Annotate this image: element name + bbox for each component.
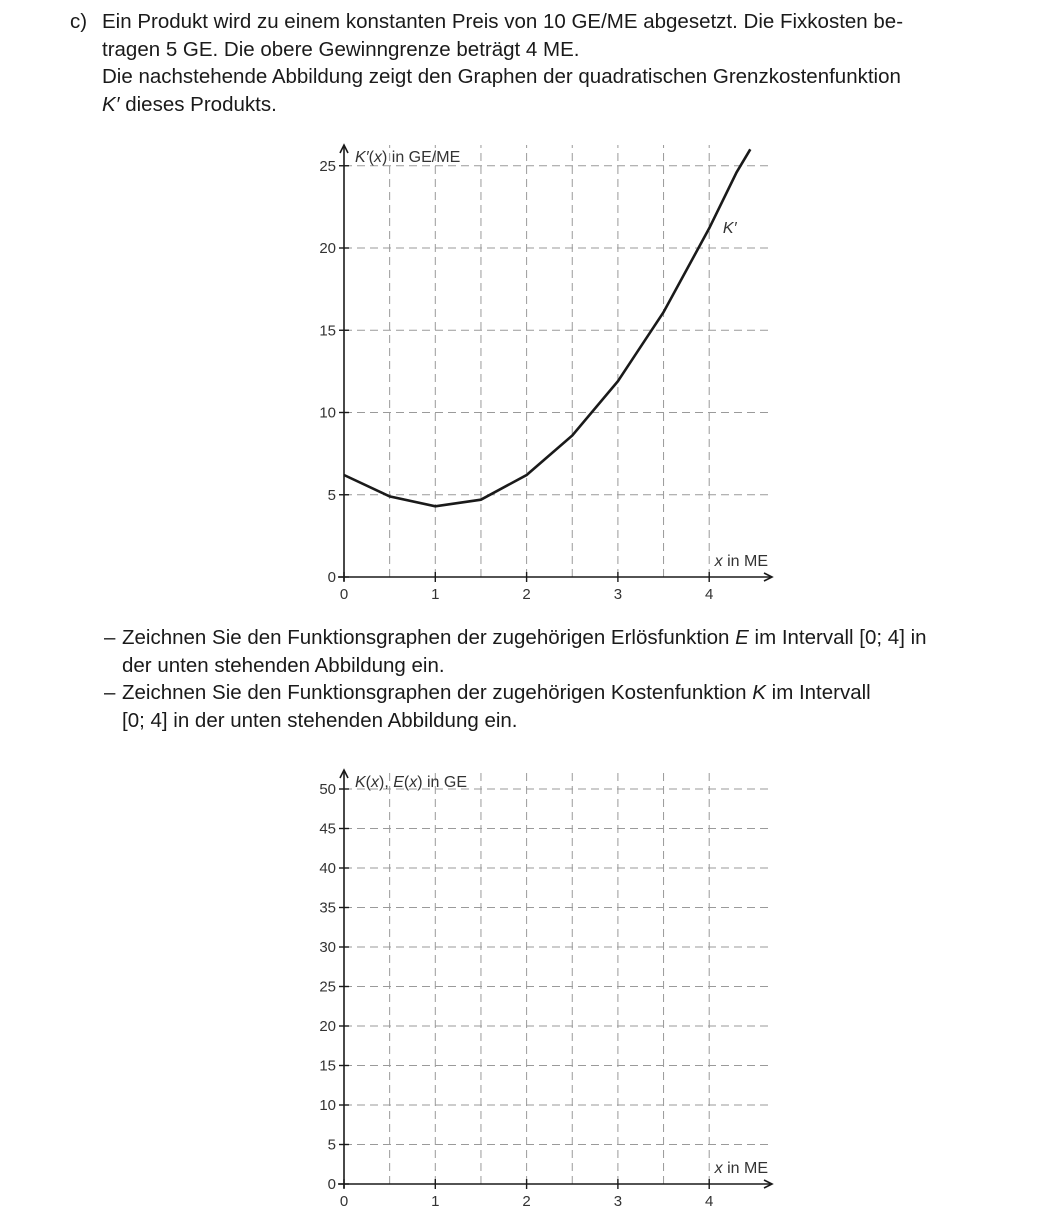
y-tick-label: 5 <box>327 1136 336 1154</box>
intro-line-3: Die nachstehende Abbildung zeigt den Graphen der quadratischen Grenzkostenfunktion <box>102 65 901 88</box>
instruction-text: im Intervall <box>765 681 871 704</box>
x-axis-label-var: x <box>714 1160 723 1177</box>
y-axis-label-var: x <box>374 149 382 166</box>
y-tick-label: 30 <box>319 939 336 956</box>
instruction-text: im Intervall [0; 4] in <box>748 626 927 649</box>
y-tick-label: 25 <box>319 978 336 996</box>
x-axis-label-unit: in ME <box>722 1160 768 1177</box>
y-tick-label: 20 <box>319 240 336 257</box>
grid-lines <box>344 770 772 1184</box>
y-tick-label: 0 <box>327 569 336 586</box>
y-tick-label: 20 <box>319 1018 336 1035</box>
x-tick-label: 0 <box>339 586 349 603</box>
y-axis-label-paren: ), <box>379 774 394 791</box>
x-tick-label: 4 <box>705 1193 714 1210</box>
x-tick-label: 0 <box>339 1193 349 1210</box>
y-axis-label <box>355 774 467 791</box>
x-axis-label <box>714 1160 768 1177</box>
fn-symbol: K′ <box>102 92 120 116</box>
y-tick-label: 50 <box>319 781 336 798</box>
x-tick-label: 2 <box>522 586 531 603</box>
x-tick-label: 1 <box>431 1193 440 1210</box>
instruction-symbol: E <box>735 626 749 649</box>
y-axis-label-paren: ) <box>417 774 423 791</box>
y-axis-label-unit: in GE <box>422 774 468 791</box>
bullet-dash: – <box>104 626 116 649</box>
x-tick-label: 4 <box>705 586 714 603</box>
y-axis-label-var: x <box>409 774 418 791</box>
instruction-text: der unten stehenden Abbildung ein. <box>122 653 445 677</box>
instruction-text: Zeichnen Sie den Funktionsgraphen der zugehörigen Erlösfunktion <box>122 626 736 649</box>
curve-label: K′ <box>722 220 737 238</box>
y-tick-label: 15 <box>319 322 336 340</box>
y-tick-label: 5 <box>327 486 336 504</box>
y-axis-label-fn: K′ <box>355 149 369 166</box>
y-axis-label-paren: ( <box>365 774 371 791</box>
instruction-symbol: K <box>752 681 766 704</box>
instruction-text: Zeichnen Sie den Funktionsgraphen der zugehörigen Kostenfunktion <box>122 681 753 704</box>
task-label: c) <box>70 10 88 33</box>
y-tick-label: 10 <box>319 1097 336 1114</box>
bullet-dash: – <box>104 681 116 704</box>
x-tick-label: 3 <box>613 1193 623 1210</box>
y-tick-label: 35 <box>319 899 336 917</box>
y-axis-label-paren: ( <box>368 149 374 166</box>
intro-line-2: tragen 5 GE. Die obere Gewinngrenze beträgt 4 ME. <box>102 37 580 61</box>
intro-line-4-text: dieses Produkts. <box>119 92 277 116</box>
y-tick-label: 40 <box>319 860 336 877</box>
y-tick-label: 0 <box>327 1176 336 1193</box>
y-axis-label-fn: E <box>393 774 404 791</box>
y-axis-label-paren: ) <box>382 149 388 166</box>
y-tick-label: 45 <box>319 820 336 838</box>
intro-line-1: Ein Produkt wird zu einem konstanten Preis von 10 GE/ME abgesetzt. Die Fixkosten be- <box>102 10 904 33</box>
y-tick-label: 10 <box>319 404 336 422</box>
x-tick-label: 3 <box>613 586 623 603</box>
x-axis-label-unit: in ME <box>722 553 768 570</box>
x-tick-label: 2 <box>522 1193 531 1210</box>
x-tick-label: 1 <box>431 586 440 603</box>
y-tick-label: 15 <box>319 1057 336 1075</box>
x-axis-label-var: x <box>714 553 723 570</box>
y-axis-label-unit: in GE/ME <box>387 149 461 166</box>
y-axis-label-paren: ( <box>403 774 410 791</box>
y-tick-label: 25 <box>319 157 336 175</box>
y-axis-label-fn: K <box>355 774 366 791</box>
instruction-text: [0; 4] in der unten stehenden Abbildung ein. <box>122 708 518 732</box>
y-axis-label-var: x <box>371 774 379 791</box>
